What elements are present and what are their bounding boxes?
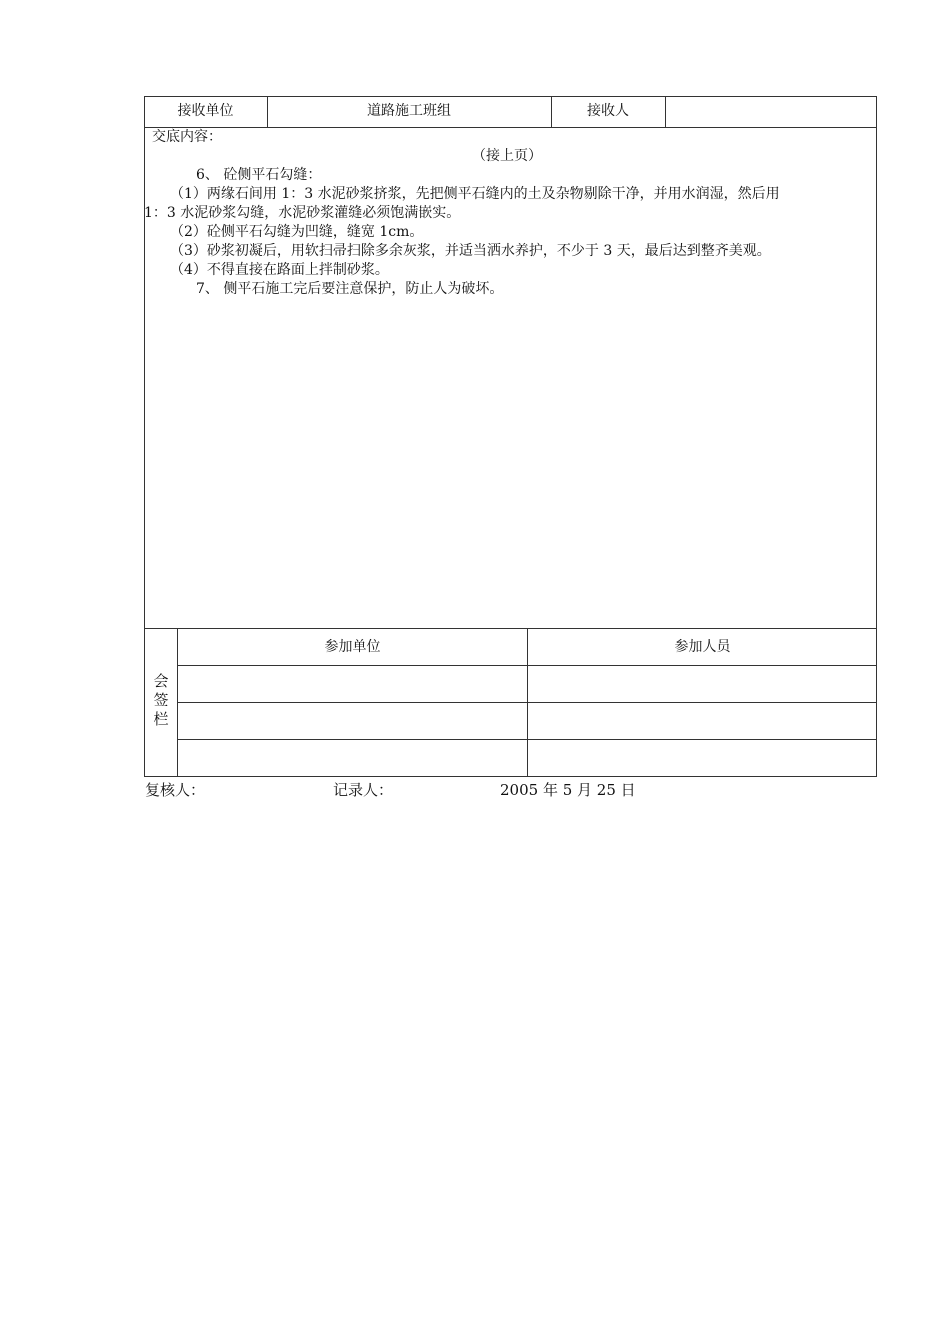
record-date: 2005 年 5 月 25 日 — [500, 781, 636, 799]
content-label: 交底内容： — [152, 129, 222, 145]
header-divider — [665, 96, 666, 127]
signoff-section-label — [145, 672, 177, 729]
signoff-row-divider — [177, 739, 877, 740]
content-line: （1）两缘石间用 1：3 水泥砂浆挤浆，先把侧平石缝内的土及杂物剔除干净，并用水润湿，然后用 — [170, 186, 780, 202]
continued-note: （接上页） — [472, 148, 542, 164]
reviewer-label: 复核人： — [145, 781, 206, 799]
header-row — [144, 96, 877, 127]
signoff-row-divider — [177, 665, 877, 666]
header-divider — [551, 96, 552, 127]
header-divider — [267, 96, 268, 127]
disclosure-content — [144, 128, 872, 299]
signoff-row-divider — [177, 702, 877, 703]
signoff-label-text: 会签栏 — [153, 672, 169, 728]
content-line: （4）不得直接在路面上拌制砂浆。 — [170, 262, 389, 278]
column-header-person: 参加人员 — [674, 639, 731, 655]
content-line: （2）砼侧平石勾缝为凹缝，缝宽 1cm。 — [170, 224, 424, 240]
recorder-label: 记录人： — [333, 781, 394, 799]
receiver-person-label: 接收人 — [587, 103, 629, 119]
receiver-unit-value: 道路施工班组 — [367, 103, 451, 119]
content-line: 7、 侧平石施工完后要注意保护，防止人为破坏。 — [196, 281, 504, 297]
receiver-person-value — [665, 96, 877, 127]
content-line: 1：3 水泥砂浆勾缝，水泥砂浆灌缝必须饱满嵌实。 — [144, 205, 461, 221]
content-line: （3）砂浆初凝后，用软扫帚扫除多余灰浆，并适当洒水养护，不少于 3 天，最后达到整齐美观。 — [170, 243, 771, 259]
column-header-unit: 参加单位 — [324, 639, 381, 655]
content-line: 6、 砼侧平石勾缝： — [196, 167, 322, 183]
receiver-unit-label: 接收单位 — [177, 103, 234, 119]
